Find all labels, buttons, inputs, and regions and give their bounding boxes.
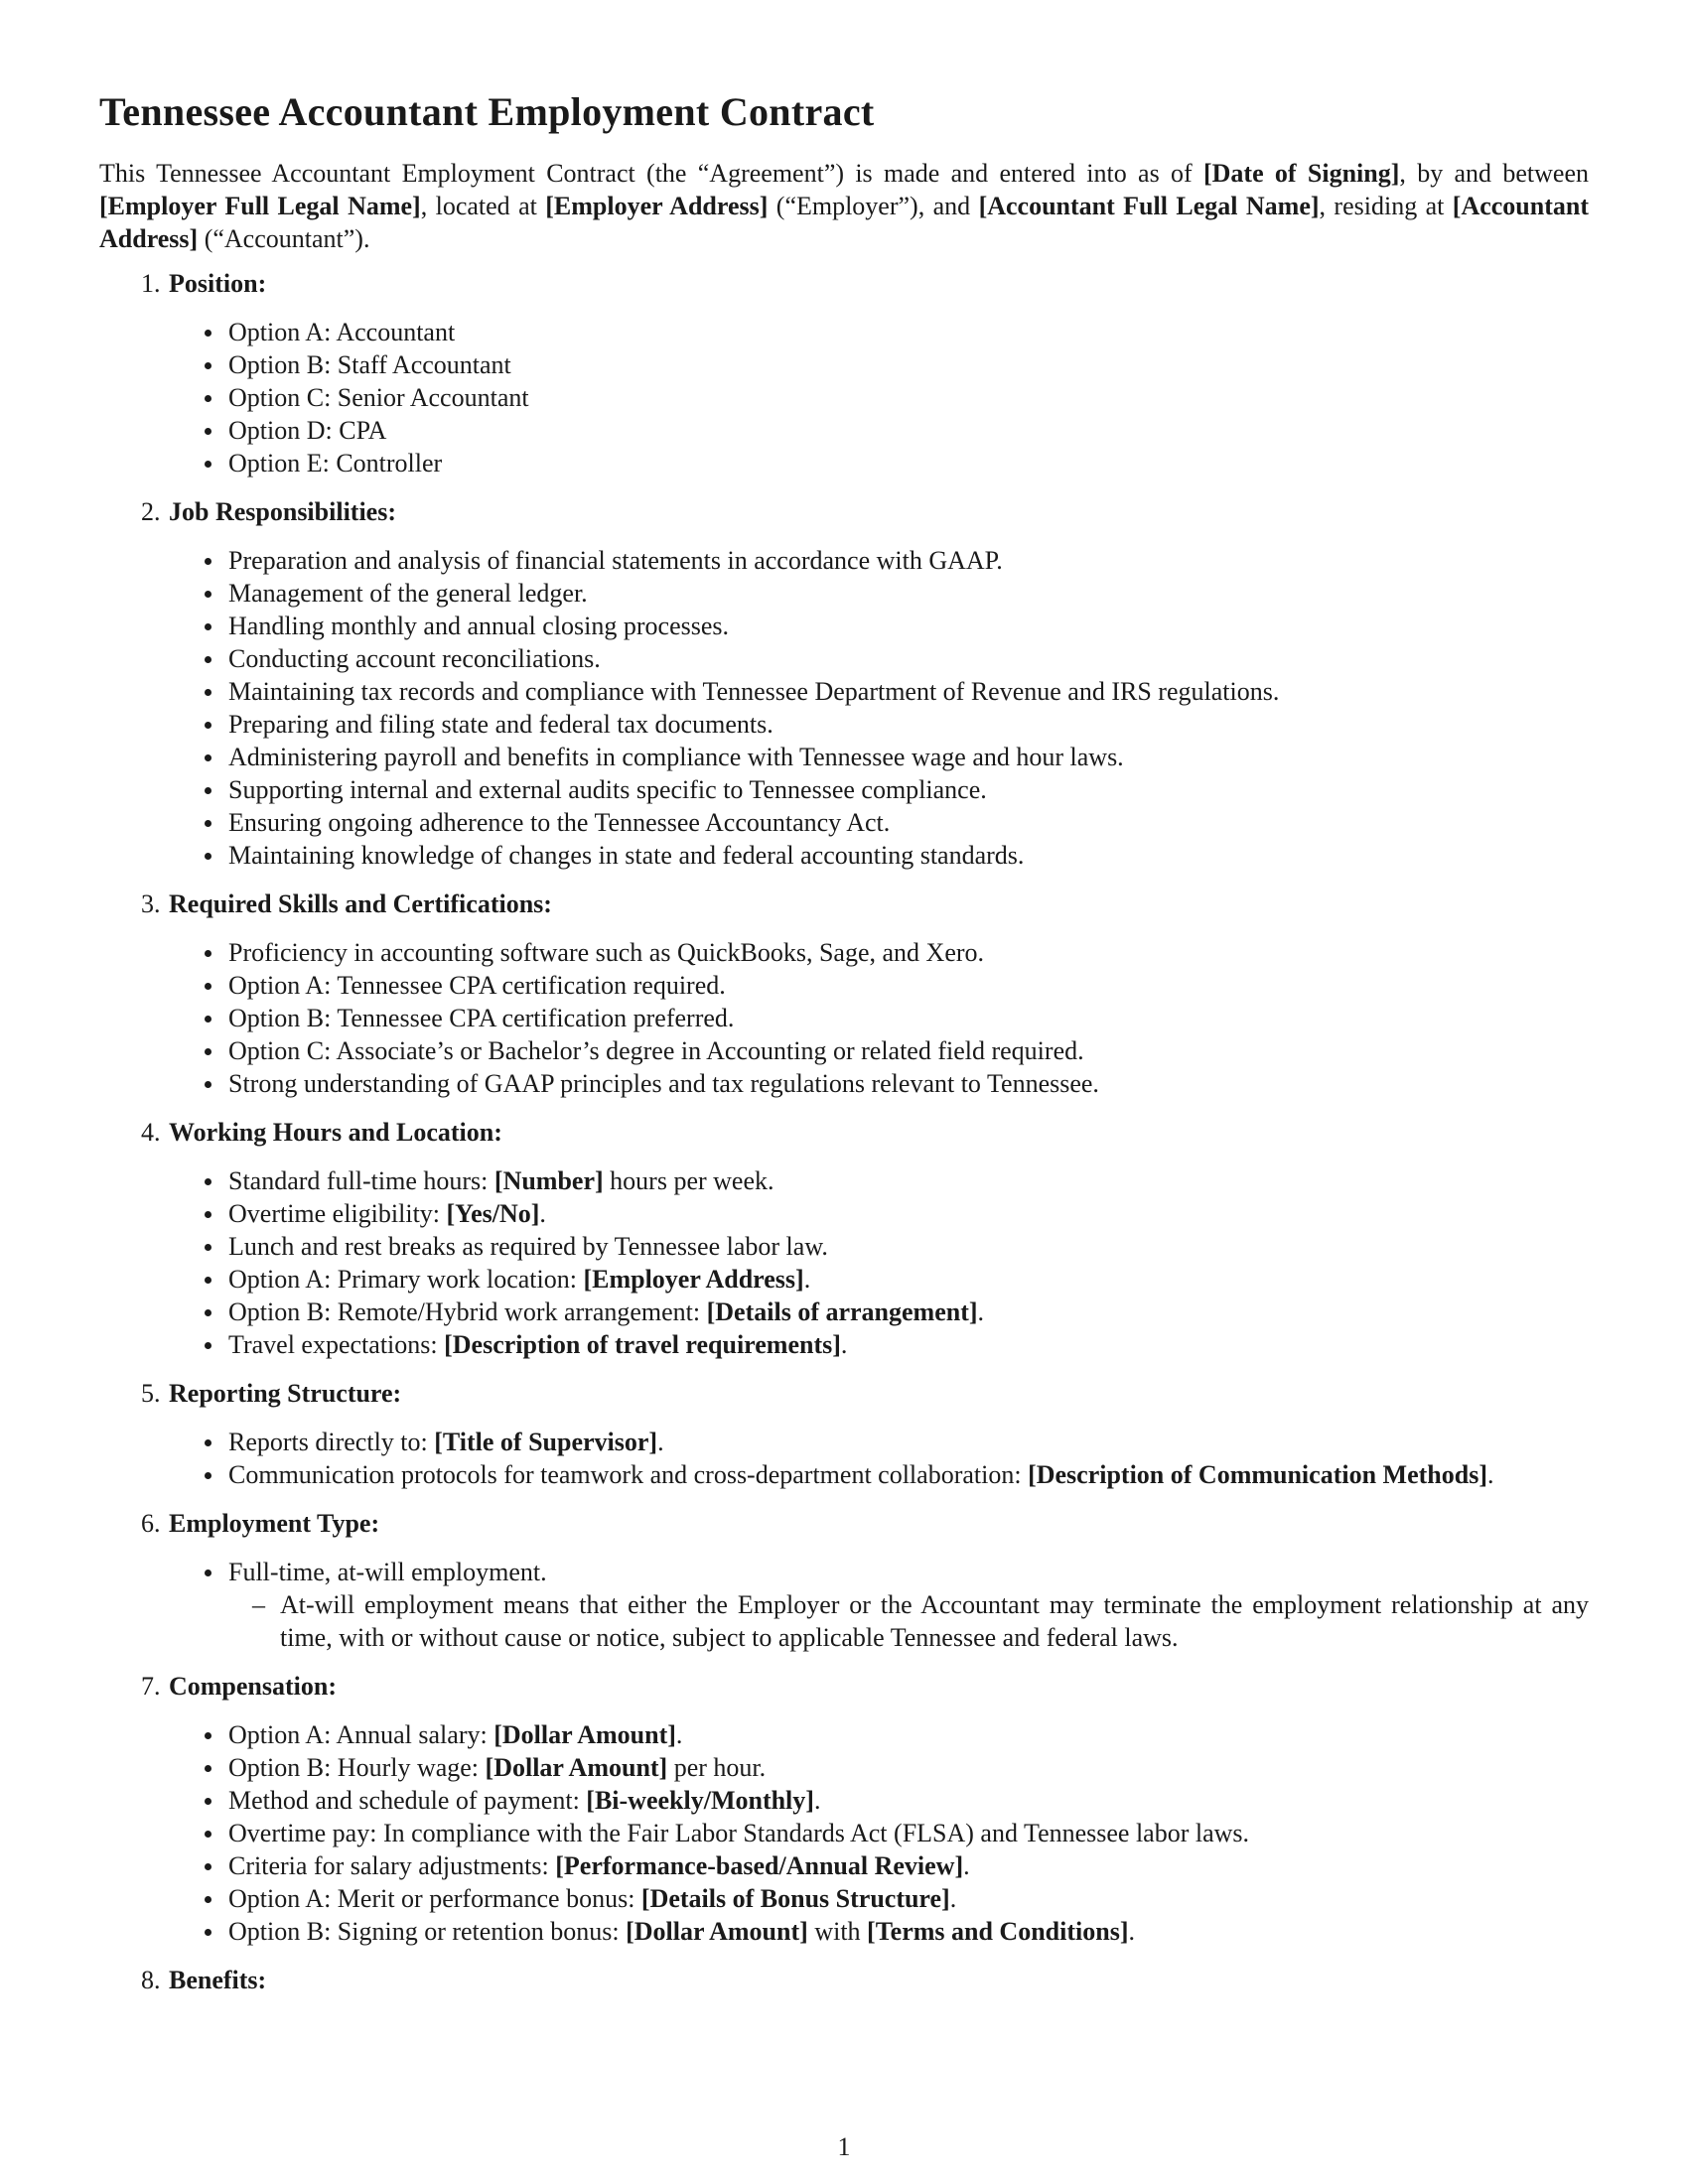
text-run: Conducting account reconciliations. (228, 644, 601, 673)
list-item (228, 806, 1589, 839)
text-run: . (963, 1851, 970, 1880)
text-run: , by and between (1399, 159, 1589, 188)
section-list (99, 267, 1589, 1996)
text-run: Management of the general ledger. (228, 579, 588, 608)
sub-list (228, 1588, 1589, 1654)
list-item (228, 610, 1589, 642)
text-run: Overtime eligibility: (228, 1199, 447, 1228)
text-run: Full-time, at-will employment. (228, 1558, 547, 1586)
text-run: , located at (420, 192, 546, 220)
text-run: Ensuring ongoing adherence to the Tennessee Accountancy Act. (228, 808, 891, 837)
placeholder-field: [Accountant Address] (99, 192, 1589, 253)
list-item (228, 348, 1589, 381)
list-item (228, 1882, 1589, 1915)
list-item (228, 675, 1589, 708)
text-run: Overtime pay: In compliance with the Fair Labor Standards Act (FLSA) and Tennessee labor laws. (228, 1819, 1250, 1847)
text-run: Preparation and analysis of financial statements in accordance with GAAP. (228, 546, 1003, 575)
text-run: hours per week. (603, 1166, 774, 1195)
placeholder-field: [Employer Full Legal Name] (99, 192, 421, 220)
document-title: Tennessee Accountant Employment Contract (99, 89, 875, 134)
text-run: Option A: Annual salary: (228, 1720, 494, 1749)
text-run: . (539, 1199, 546, 1228)
placeholder-field: [Dollar Amount] (626, 1917, 808, 1946)
text-run: . (977, 1297, 985, 1326)
text-run: . (1486, 1460, 1494, 1489)
text-run: Option B: Signing or retention bonus: (228, 1917, 627, 1946)
list-item (228, 1817, 1589, 1849)
placeholder-field: [Title of Supervisor] (434, 1428, 658, 1456)
text-run: . (1128, 1917, 1135, 1946)
placeholder-field: [Description of Communication Methods] (1028, 1460, 1487, 1489)
list-item (228, 1849, 1589, 1882)
text-run: with (807, 1917, 868, 1946)
section-1 (167, 267, 1589, 479)
text-run: Option C: Senior Accountant (228, 383, 529, 412)
text-run: Option B: Hourly wage: (228, 1753, 486, 1782)
list-item (228, 1197, 1589, 1230)
placeholder-field: [Yes/No] (446, 1199, 540, 1228)
text-run: Option A: Accountant (228, 318, 456, 346)
list-item (228, 1458, 1589, 1491)
text-run: , residing at (1319, 192, 1453, 220)
placeholder-field: [Number] (493, 1166, 604, 1195)
text-run: Standard full-time hours: (228, 1166, 494, 1195)
section-3 (167, 887, 1589, 1100)
list-item (228, 708, 1589, 741)
placeholder-field: [Details of Bonus Structure] (640, 1884, 950, 1913)
placeholder-field: [Employer Address] (545, 192, 769, 220)
list-item (228, 1263, 1589, 1296)
list-item (228, 544, 1589, 577)
text-run: Administering payroll and benefits in compliance with Tennessee wage and hour laws. (228, 743, 1124, 771)
list-item (228, 1751, 1589, 1784)
placeholder-field: [Performance-based/Annual Review] (555, 1851, 964, 1880)
sub-list-item (280, 1588, 1589, 1654)
intro-paragraph (99, 157, 1589, 255)
section-5 (167, 1377, 1589, 1491)
text-run: . (813, 1786, 821, 1815)
section-title: 4. Working Hours and Location: (169, 1118, 502, 1147)
list-item (228, 1556, 1589, 1654)
bullet-list (169, 544, 1589, 872)
list-item (228, 447, 1589, 479)
text-run: Communication protocols for teamwork and cross-department collaboration: (228, 1460, 1029, 1489)
list-item (228, 1296, 1589, 1328)
text-run: Option B: Tennessee CPA certification preferred. (228, 1004, 735, 1032)
list-item (228, 1915, 1589, 1948)
placeholder-field: [Details of arrangement] (706, 1297, 978, 1326)
text-run: Option C: Associate’s or Bachelor’s degree in Accounting or related field required. (228, 1036, 1084, 1065)
text-run: Option D: CPA (228, 416, 387, 445)
bullet-list (169, 1426, 1589, 1491)
text-run: Reports directly to: (228, 1428, 435, 1456)
placeholder-field: [Accountant Full Legal Name] (978, 192, 1320, 220)
list-item (228, 969, 1589, 1002)
list-item (228, 1718, 1589, 1751)
list-item (228, 773, 1589, 806)
list-item (228, 1002, 1589, 1034)
text-run: Option E: Controller (228, 449, 443, 478)
list-item (228, 1426, 1589, 1458)
placeholder-field: [Employer Address] (583, 1265, 804, 1294)
list-item (228, 577, 1589, 610)
text-run: Handling monthly and annual closing processes. (228, 612, 730, 640)
section-title: 1. Position: (169, 269, 267, 298)
text-run: Supporting internal and external audits specific to Tennessee compliance. (228, 775, 987, 804)
placeholder-field: [Dollar Amount] (485, 1753, 668, 1782)
text-run: Maintaining tax records and compliance with Tennessee Department of Revenue and IRS regulations. (228, 677, 1280, 706)
placeholder-field: [Dollar Amount] (493, 1720, 676, 1749)
list-item (228, 1784, 1589, 1817)
text-run: Travel expectations: (228, 1330, 445, 1359)
text-run: Option A: Primary work location: (228, 1265, 584, 1294)
list-item (228, 936, 1589, 969)
placeholder-field: [Bi-weekly/Monthly] (586, 1786, 814, 1815)
text-run: Preparing and filing state and federal tax documents. (228, 710, 774, 739)
text-run: At-will employment means that either the Employer or the Accountant may terminate the employment relationship at any time, with or without cause or notice, subject to applicable Tennessee and federal laws. (280, 1590, 1589, 1652)
section-title: 8. Benefits: (169, 1966, 267, 1994)
section-8 (167, 1964, 1589, 1996)
section-6 (167, 1507, 1589, 1654)
text-run: . (949, 1884, 957, 1913)
section-2 (167, 495, 1589, 872)
text-run: Method and schedule of payment: (228, 1786, 587, 1815)
section-4 (167, 1116, 1589, 1361)
list-item (228, 741, 1589, 773)
text-run: This Tennessee Accountant Employment Contract (the “Agreement”) is made and entered into as of (99, 159, 1203, 188)
bullet-list (169, 1164, 1589, 1361)
list-item (228, 642, 1589, 675)
text-run: (“Employer”), and (768, 192, 979, 220)
section-title: 6. Employment Type: (169, 1509, 380, 1538)
list-item (228, 1164, 1589, 1197)
list-item (228, 1328, 1589, 1361)
page-number: 1 (837, 2132, 851, 2161)
text-run: . (675, 1720, 683, 1749)
text-run: . (803, 1265, 811, 1294)
bullet-list (169, 1556, 1589, 1654)
text-run: Option B: Remote/Hybrid work arrangement: (228, 1297, 707, 1326)
bullet-list (169, 936, 1589, 1100)
list-item (228, 414, 1589, 447)
text-run: Option A: Tennessee CPA certification required. (228, 971, 726, 1000)
list-item (228, 839, 1589, 872)
text-run: Option A: Merit or performance bonus: (228, 1884, 641, 1913)
list-item (228, 1067, 1589, 1100)
section-title: 3. Required Skills and Certifications: (169, 889, 552, 918)
text-run: . (657, 1428, 664, 1456)
document-page (99, 87, 1589, 2012)
section-title: 5. Reporting Structure: (169, 1379, 402, 1408)
text-run: Strong understanding of GAAP principles and tax regulations relevant to Tennessee. (228, 1069, 1099, 1098)
section-title: 7. Compensation: (169, 1672, 338, 1701)
placeholder-field: [Terms and Conditions] (867, 1917, 1129, 1946)
bullet-list (169, 316, 1589, 479)
bullet-list (169, 1718, 1589, 1948)
section-7 (167, 1670, 1589, 1948)
text-run: Criteria for salary adjustments: (228, 1851, 556, 1880)
text-run: per hour. (667, 1753, 767, 1782)
text-run: Lunch and rest breaks as required by Tennessee labor law. (228, 1232, 828, 1261)
placeholder-field: [Description of travel requirements] (444, 1330, 841, 1359)
text-run: Maintaining knowledge of changes in state and federal accounting standards. (228, 841, 1025, 870)
list-item (228, 316, 1589, 348)
placeholder-field: [Date of Signing] (1202, 159, 1400, 188)
list-item (228, 1230, 1589, 1263)
text-run: (“Accountant”). (198, 224, 370, 253)
list-item (228, 1034, 1589, 1067)
text-run: Proficiency in accounting software such as QuickBooks, Sage, and Xero. (228, 938, 985, 967)
text-run: . (840, 1330, 848, 1359)
section-title: 2. Job Responsibilities: (169, 497, 396, 526)
text-run: Option B: Staff Accountant (228, 350, 511, 379)
list-item (228, 381, 1589, 414)
